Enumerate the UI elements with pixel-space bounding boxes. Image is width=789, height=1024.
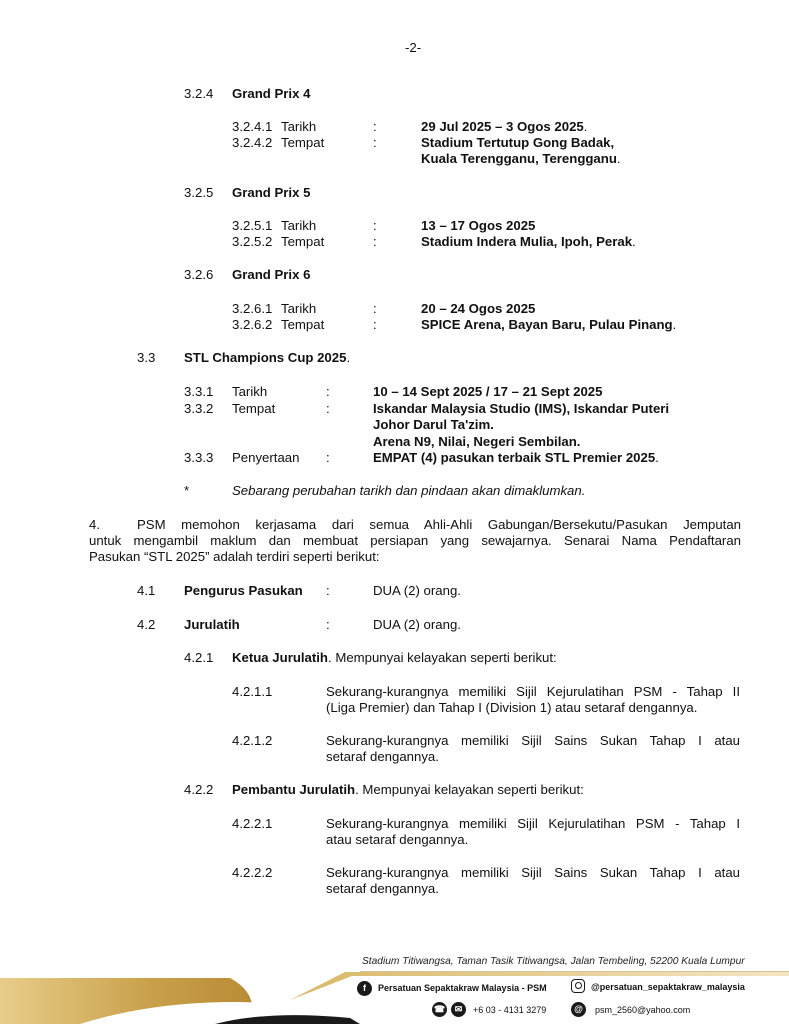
phone-icon: ☎ bbox=[432, 1002, 447, 1017]
item-number: 4.2.2.1 bbox=[232, 816, 273, 831]
colon: : bbox=[373, 119, 377, 134]
section-number: 4.2.2 bbox=[184, 782, 214, 797]
item-value-cont: Kuala Terengganu, Terengganu. bbox=[421, 151, 621, 166]
item-value: 10 – 14 Sept 2025 / 17 – 21 Sept 2025 bbox=[373, 384, 603, 399]
footer-phone: +6 03 - 4131 3279 bbox=[473, 1005, 547, 1015]
para-number: 4. bbox=[89, 517, 100, 532]
item-text: Sekurang-kurangnya memiliki Sijil Sains Sukan Tahap I atau bbox=[326, 865, 740, 880]
item-number: 4.2.1.1 bbox=[232, 684, 273, 699]
section-number: 3.2.4 bbox=[184, 86, 214, 101]
section-number: 3.2.5 bbox=[184, 185, 214, 200]
section-number: 4.2.1 bbox=[184, 650, 214, 665]
item-label: Tarikh bbox=[281, 119, 317, 134]
footer-address: Stadium Titiwangsa, Taman Tasik Titiwangsa, Jalan Tembeling, 52200 Kuala Lumpur bbox=[362, 956, 745, 967]
item-value: 20 – 24 Ogos 2025 bbox=[421, 301, 536, 316]
colon: : bbox=[326, 583, 330, 598]
item-number: 3.2.5.2 bbox=[232, 234, 273, 249]
item-label: Tarikh bbox=[281, 218, 317, 233]
colon: : bbox=[326, 450, 330, 465]
item-value: EMPAT (4) pasukan terbaik STL Premier 2025. bbox=[373, 450, 659, 465]
note-text: Sebarang perubahan tarikh dan pindaan akan dimaklumkan. bbox=[232, 483, 586, 498]
section-number: 3.3 bbox=[137, 350, 156, 365]
item-value: Stadium Indera Mulia, Ipoh, Perak. bbox=[421, 234, 636, 249]
item-value: 13 – 17 Ogos 2025 bbox=[421, 218, 536, 233]
item-text: (Liga Premier) dan Tahap I (Division 1) atau setaraf dengannya. bbox=[326, 700, 698, 715]
item-text: Sekurang-kurangnya memiliki Sijil Kejurulatihan PSM - Tahap I bbox=[326, 816, 740, 831]
para-line: Pasukan “STL 2025” adalah terdiri seperti berikut: bbox=[89, 549, 380, 564]
item-text: setaraf dengannya. bbox=[326, 749, 439, 764]
item-text: setaraf dengannya. bbox=[326, 881, 439, 896]
page-number: -2- bbox=[405, 40, 422, 55]
item-number: 3.2.6.1 bbox=[232, 301, 273, 316]
item-value: 29 Jul 2025 – 3 Ogos 2025. bbox=[421, 119, 588, 134]
item-number: 3.2.4.1 bbox=[232, 119, 273, 134]
item-value: Stadium Tertutup Gong Badak, bbox=[421, 135, 615, 150]
item-value: SPICE Arena, Bayan Baru, Pulau Pinang. bbox=[421, 317, 677, 332]
item-label: Tarikh bbox=[281, 301, 317, 316]
item-value-cont: Arena N9, Nilai, Negeri Sembilan. bbox=[373, 434, 581, 449]
footer-email: psm_2560@yahoo.com bbox=[595, 1005, 691, 1015]
colon: : bbox=[326, 384, 330, 399]
item-number: 3.2.5.1 bbox=[232, 218, 273, 233]
item-text: Sekurang-kurangnya memiliki Sijil Sains Sukan Tahap I atau bbox=[326, 733, 740, 748]
item-number: 4.2.1.2 bbox=[232, 733, 273, 748]
item-number: 3.3.1 bbox=[184, 384, 214, 399]
para-line: PSM memohon kerjasama dari semua Ahli-Ahli Gabungan/Bersekutu/Pasukan Jemputan bbox=[137, 517, 741, 532]
note-mark: * bbox=[184, 483, 190, 498]
item-number: 3.3.3 bbox=[184, 450, 214, 465]
item-number: 3.3.2 bbox=[184, 401, 214, 416]
item-label: Tempat bbox=[281, 234, 325, 249]
colon: : bbox=[326, 617, 330, 632]
fax-icon: ✉ bbox=[451, 1002, 466, 1017]
colon: : bbox=[373, 301, 377, 316]
facebook-icon: f bbox=[357, 981, 372, 996]
section-label: Jurulatih bbox=[184, 617, 240, 632]
footer-instagram: @persatuan_sepaktakraw_malaysia bbox=[591, 982, 745, 992]
section-title: Grand Prix 6 bbox=[232, 267, 311, 282]
item-text: Sekurang-kurangnya memiliki Sijil Kejurulatihan PSM - Tahap II bbox=[326, 684, 740, 699]
colon: : bbox=[373, 317, 377, 332]
section-number: 4.1 bbox=[137, 583, 156, 598]
para-line: untuk mengambil maklum dan membuat persiapan yang sewajarnya. Senarai Nama Pendaftaran bbox=[89, 533, 741, 548]
section-title: STL Champions Cup 2025. bbox=[184, 350, 351, 365]
section-heading: Pembantu Jurulatih. Mempunyai kelayakan seperti berikut: bbox=[232, 782, 584, 797]
section-number: 3.2.6 bbox=[184, 267, 214, 282]
colon: : bbox=[373, 218, 377, 233]
item-value-cont: Johor Darul Ta'zim. bbox=[373, 417, 494, 432]
email-icon: @ bbox=[571, 1002, 586, 1017]
section-label: Pengurus Pasukan bbox=[184, 583, 303, 598]
footer-facebook: Persatuan Sepaktakraw Malaysia - PSM bbox=[378, 983, 547, 993]
item-text: atau setaraf dengannya. bbox=[326, 832, 469, 847]
section-heading: Ketua Jurulatih. Mempunyai kelayakan seperti berikut: bbox=[232, 650, 557, 665]
item-number: 3.2.4.2 bbox=[232, 135, 273, 150]
section-title: Grand Prix 5 bbox=[232, 185, 311, 200]
section-title: Grand Prix 4 bbox=[232, 86, 311, 101]
item-value: Iskandar Malaysia Studio (IMS), Iskandar Puteri bbox=[373, 401, 670, 416]
section-value: DUA (2) orang. bbox=[373, 583, 461, 598]
item-label: Penyertaan bbox=[232, 450, 300, 465]
instagram-icon bbox=[571, 979, 585, 993]
colon: : bbox=[326, 401, 330, 416]
item-number: 4.2.2.2 bbox=[232, 865, 273, 880]
item-label: Tempat bbox=[281, 135, 325, 150]
section-number: 4.2 bbox=[137, 617, 156, 632]
item-label: Tempat bbox=[281, 317, 325, 332]
section-value: DUA (2) orang. bbox=[373, 617, 461, 632]
colon: : bbox=[373, 234, 377, 249]
item-label: Tempat bbox=[232, 401, 276, 416]
item-number: 3.2.6.2 bbox=[232, 317, 273, 332]
item-label: Tarikh bbox=[232, 384, 268, 399]
colon: : bbox=[373, 135, 377, 150]
